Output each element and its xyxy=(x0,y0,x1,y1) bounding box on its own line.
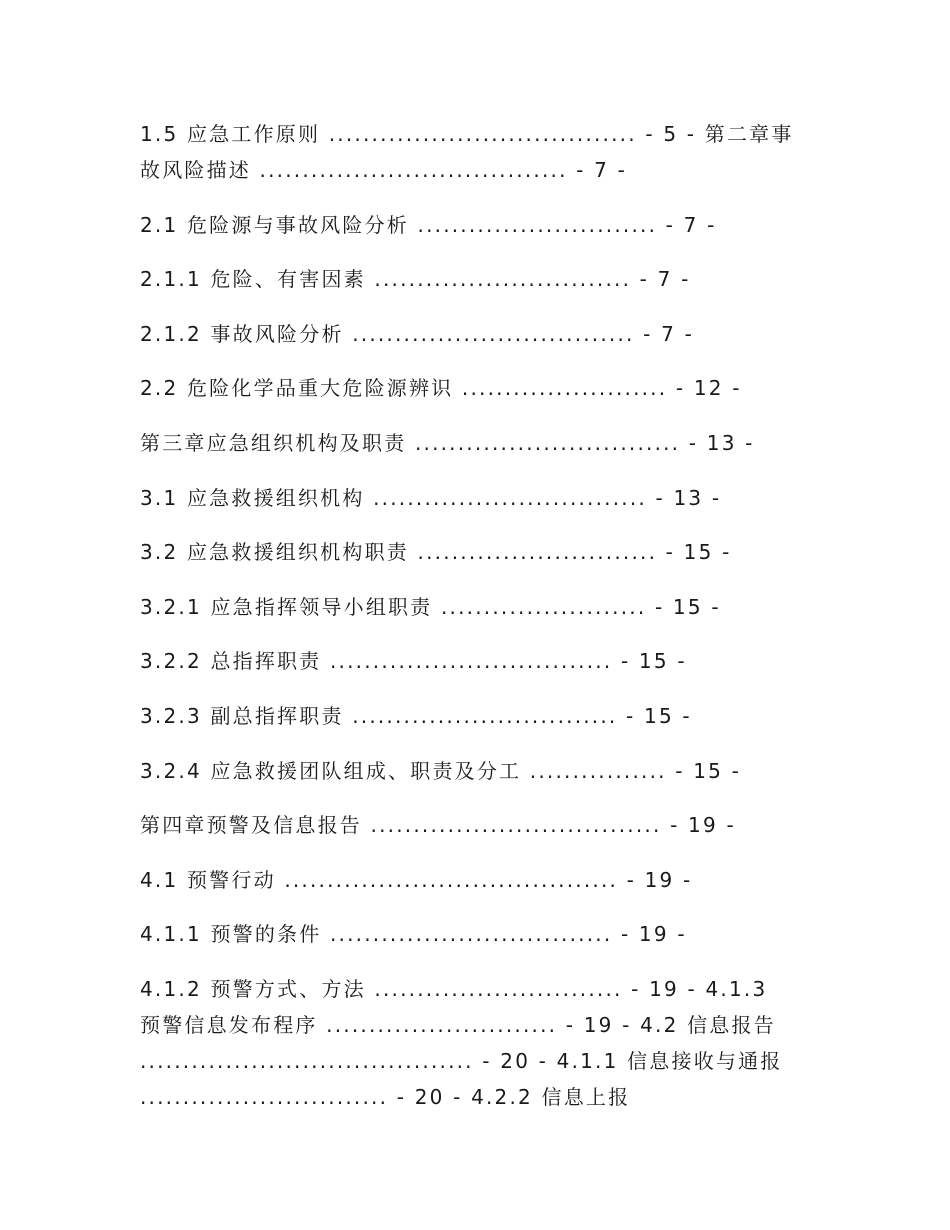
toc-entry-2-1[interactable] xyxy=(140,207,820,243)
table-of-contents xyxy=(140,116,820,1134)
toc-entry-3-2[interactable] xyxy=(140,534,820,570)
toc-line: 2.2 危险化学品重大危险源辨识 ........................ - 12 - xyxy=(140,376,742,401)
toc-line: 2.1.2 事故风险分析 ................................. - 7 - xyxy=(140,321,695,346)
toc-line: 2.1.1 危险、有害因素 .............................. - 7 - xyxy=(140,267,691,292)
toc-line: ............................. - 20 - 4.2.2 信息上报 xyxy=(140,1084,631,1109)
toc-entry-2-1-1[interactable] xyxy=(140,261,820,297)
toc-entry-chapter-4[interactable] xyxy=(140,807,820,843)
toc-entry-3-2-2[interactable] xyxy=(140,643,820,679)
toc-line: 第四章预警及信息报告 .................................. - 19 - xyxy=(140,813,736,838)
toc-line: 4.1.1 预警的条件 ................................. - 19 - xyxy=(140,922,687,947)
toc-line: 3.2.1 应急指挥领导小组职责 ........................ - 15 - xyxy=(140,594,721,619)
toc-line: 3.2.2 总指挥职责 ................................. - 15 - xyxy=(140,649,687,674)
toc-line: 3.2 应急救援组织机构职责 ............................ - 15 - xyxy=(140,540,732,565)
toc-entry-4-1-2[interactable] xyxy=(140,971,820,1115)
toc-entry-3-2-3[interactable] xyxy=(140,698,820,734)
toc-line: 4.1 预警行动 ....................................... - 19 - xyxy=(140,867,693,892)
toc-entry-4-1[interactable] xyxy=(140,862,820,898)
toc-line: 4.1.2 预警方式、方法 ............................. - 19 - 4.1.3 xyxy=(140,976,768,1001)
toc-line: 1.5 应急工作原则 .................................... - 5 - 第二章事 xyxy=(140,122,794,146)
toc-line: 2.1 危险源与事故风险分析 ............................ - 7 - xyxy=(140,212,717,237)
toc-line: 预警信息发布程序 ........................... - 19 - 4.2 信息报告 xyxy=(140,1012,776,1037)
toc-entry-1-5[interactable] xyxy=(140,116,820,188)
toc-entry-3-2-1[interactable] xyxy=(140,589,820,625)
toc-entry-2-2[interactable] xyxy=(140,370,820,406)
toc-entry-chapter-3[interactable] xyxy=(140,425,820,461)
toc-line: 3.2.3 副总指挥职责 ............................... - 15 - xyxy=(140,703,692,728)
toc-entry-2-1-2[interactable] xyxy=(140,316,820,352)
toc-entry-4-1-1[interactable] xyxy=(140,916,820,952)
toc-entry-3-2-4[interactable] xyxy=(140,753,820,789)
toc-line: 第三章应急组织机构及职责 ............................... - 13 - xyxy=(140,430,755,455)
toc-entry-3-1[interactable] xyxy=(140,480,820,516)
toc-line: 3.2.4 应急救援团队组成、职责及分工 ................ - 15 - xyxy=(140,758,742,783)
toc-line: 故风险描述 .................................... - 7 - xyxy=(140,158,628,182)
toc-line: ....................................... - 20 - 4.1.1 信息接收与通报 xyxy=(140,1048,783,1073)
toc-line: 3.1 应急救援组织机构 ................................ - 13 - xyxy=(140,485,722,510)
